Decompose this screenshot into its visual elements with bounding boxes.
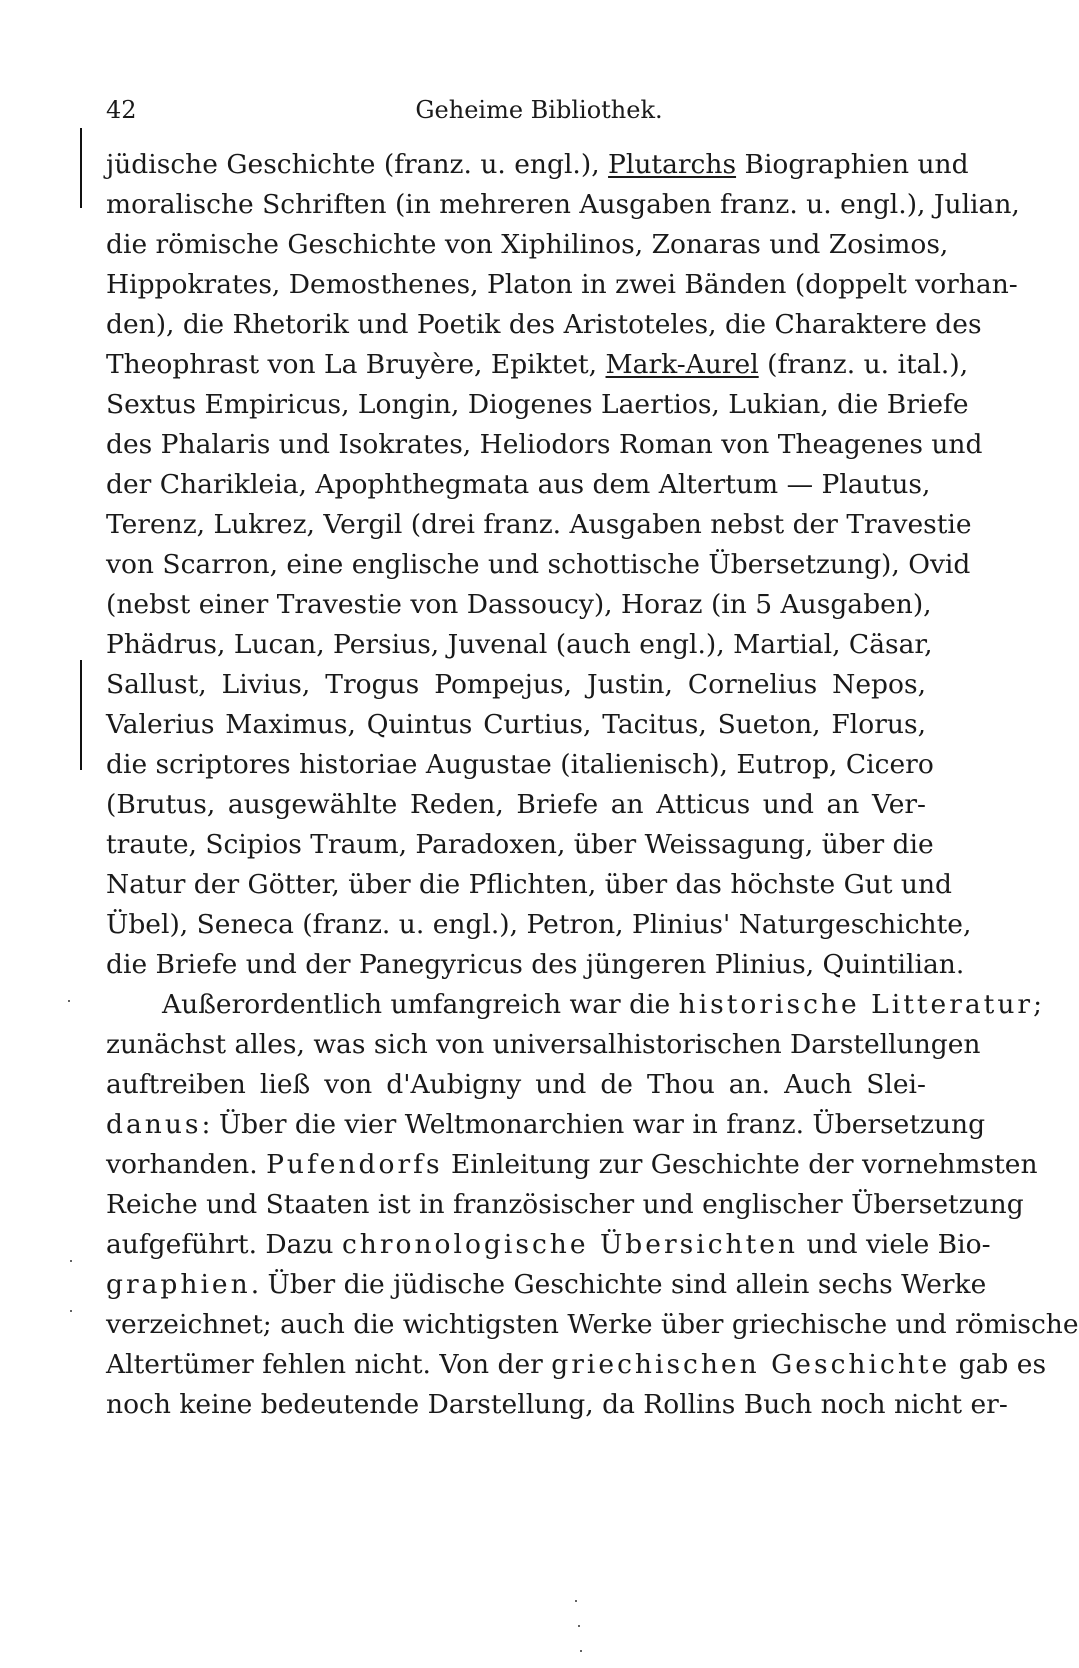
line-text-post: und viele Bio- [798,1229,991,1260]
text-line [106,1105,986,1145]
paragraph-book-list [106,145,1020,985]
line-text-pre: Altertümer fehlen nicht. Von der [106,1349,552,1380]
text-line [106,265,1018,305]
line-text: die Briefe und der Panegyricus des jüngeren Plinius, Quintilian. [106,949,965,980]
text-line [106,345,969,385]
text-line [106,905,972,945]
line-text: der Charikleia, Apophthegmata aus dem Altertum — Plautus, [106,469,931,500]
spaced-emphasis: graphien [106,1269,251,1300]
text-line [106,705,926,745]
page-header [106,96,932,130]
margin-mark [80,128,82,208]
line-text: den), die Rhetorik und Poetik des Aristoteles, die Charaktere des [106,309,982,340]
line-text: (nebst einer Travestie von Dassoucy), Horaz (in 5 Ausgaben), [106,589,932,620]
spaced-emphasis: historische Litteratur [678,989,1034,1020]
text-line [106,945,965,985]
line-text: des Phalaris und Isokrates, Heliodors Roman von Theagenes und [106,429,983,460]
text-line [106,465,931,505]
line-text: verzeichnet; auch die wichtigsten Werke über griechische und römische [106,1309,1079,1340]
text-line [106,545,971,585]
underlined-name: Plutarchs [608,149,737,180]
line-text: die römische Geschichte von Xiphilinos, Zonaras und Zosimos, [106,229,949,260]
text-line [106,665,926,705]
margin-speck [70,1310,72,1312]
text-line [106,1265,987,1305]
text-line [106,1345,1047,1385]
line-text: traute, Scipios Traum, Paradoxen, über Weissagung, über die [106,829,934,860]
line-text-post: Biographien und [736,149,969,180]
spaced-emphasis: Pufendorfs [266,1149,443,1180]
line-text-post: . Über die jüdische Geschichte sind allein sechs Werke [250,1269,987,1300]
line-text: moralische Schriften (in mehreren Ausgaben franz. u. engl.), Julian, [106,189,1020,220]
text-line [106,825,934,865]
text-line [106,1385,1008,1425]
margin-speck [68,1000,70,1002]
margin-speck [70,1260,72,1262]
spaced-emphasis: chronologische Übersichten [341,1229,799,1260]
line-text: zunächst alles, was sich von universalhistorischen Darstellungen [106,1029,981,1060]
line-text: Valerius Maximus, Quintus Curtius, Tacitus, Sueton, Florus, [106,709,926,740]
text-line [106,1185,1024,1225]
underlined-name: Mark-Aurel [605,349,759,380]
line-text-pre: jüdische Geschichte (franz. u. engl.), [106,149,609,180]
text-line [106,505,972,545]
text-line [106,745,934,785]
text-line [106,1225,991,1265]
text-line [106,1145,1038,1185]
text-line [106,1065,926,1105]
line-text-post: gab es [950,1349,1047,1380]
text-line [106,425,983,465]
line-text-pre: Außerordentlich umfangreich war die [162,989,679,1020]
line-text-pre: vorhanden. [106,1149,267,1180]
line-text: Sextus Empiricus, Longin, Diogenes Laertios, Lukian, die Briefe [106,389,969,420]
running-title: Geheime Bibliothek. [415,96,663,124]
margin-speck [575,1600,577,1602]
margin-speck [578,1625,580,1627]
line-text-post: ; [1033,989,1042,1020]
spaced-emphasis: danus [106,1109,202,1140]
line-text-post: Einleitung zur Geschichte der vornehmsten [442,1149,1038,1180]
text-line [106,785,926,825]
line-text: noch keine bedeutende Darstellung, da Rollins Buch noch nicht er- [106,1389,1008,1420]
text-line [106,385,969,425]
text-line [106,1025,981,1065]
page-number: 42 [106,96,137,124]
line-text: von Scarron, eine englische und schottische Übersetzung), Ovid [106,549,971,580]
line-text: Reiche und Staaten ist in französischer und englischer Übersetzung [106,1189,1024,1220]
spaced-emphasis: griechischen Geschichte [551,1349,951,1380]
margin-speck [580,1650,582,1652]
line-text: Hippokrates, Demosthenes, Platon in zwei Bänden (doppelt vorhan- [106,269,1018,300]
line-text-pre: aufgeführt. Dazu [106,1229,342,1260]
body-text [106,145,1079,1425]
text-line [106,985,1042,1025]
line-text: auftreiben ließ von d'Aubigny und de Thou an. Auch Slei- [106,1069,926,1100]
line-text-post: : Über die vier Weltmonarchien war in franz. Übersetzung [201,1109,986,1140]
line-text: die scriptores historiae Augustae (italienisch), Eutrop, Cicero [106,749,934,780]
paragraph-historical-literature [106,985,1079,1425]
line-text: Natur der Götter, über die Pflichten, über das höchste Gut und [106,869,953,900]
text-line [106,185,1020,225]
text-line [106,1305,1079,1345]
margin-mark [80,660,82,770]
text-line [106,145,969,185]
text-line [106,865,953,905]
text-line [106,225,949,265]
text-line [106,585,932,625]
line-text: Sallust, Livius, Trogus Pompejus, Justin, Cornelius Nepos, [106,669,926,700]
line-text: Terenz, Lukrez, Vergil (drei franz. Ausgaben nebst der Travestie [106,509,972,540]
line-text: (Brutus, ausgewählte Reden, Briefe an Atticus und an Ver- [106,789,926,820]
text-line [106,305,982,345]
line-text: Übel), Seneca (franz. u. engl.), Petron, Plinius' Naturgeschichte, [106,909,972,940]
line-text: Phädrus, Lucan, Persius, Juvenal (auch engl.), Martial, Cäsar, [106,629,933,660]
text-line [106,625,933,665]
line-text-pre: Theophrast von La Bruyère, Epiktet, [106,349,606,380]
line-text-post: (franz. u. ital.), [758,349,969,380]
